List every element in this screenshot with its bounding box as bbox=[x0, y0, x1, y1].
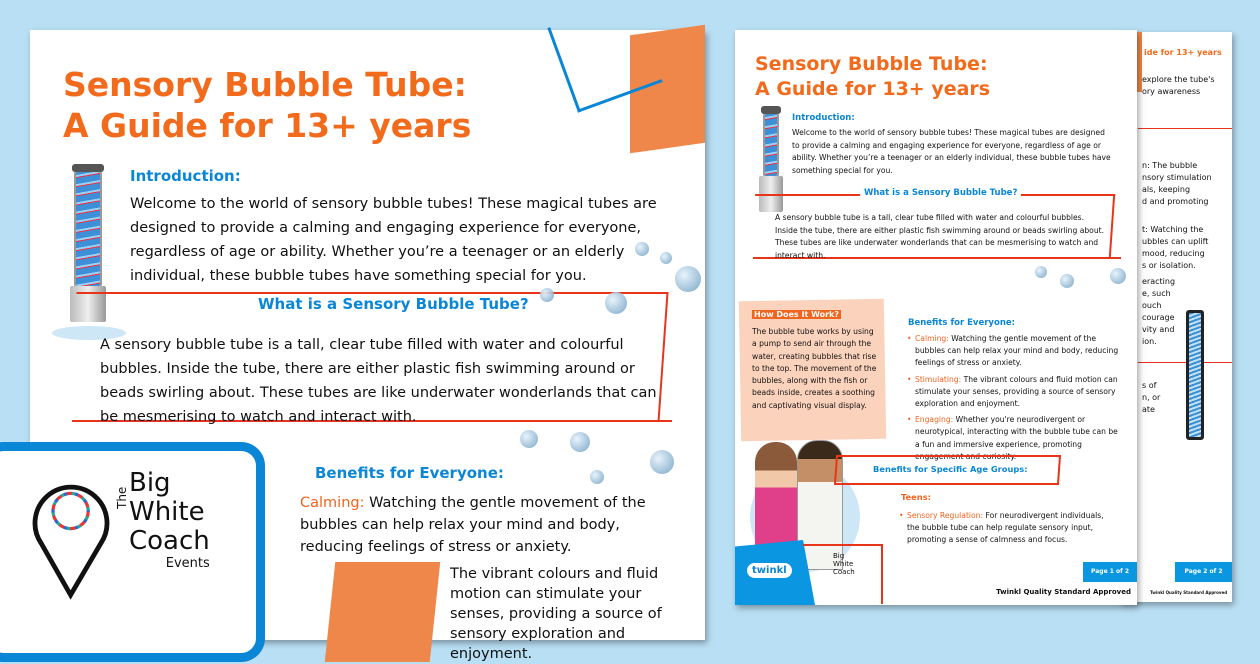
back-text-1 bbox=[1142, 74, 1215, 98]
calming-label: Calming: bbox=[300, 495, 365, 511]
benefit-text: The vibrant colours and fluid motion can stimulate your senses, providing a source of sensory exploration and enjoyment. bbox=[915, 374, 1118, 409]
bubble bbox=[590, 470, 604, 484]
title-line-2: A Guide for 13+ years bbox=[63, 106, 472, 146]
bubble bbox=[605, 292, 627, 314]
logo-big: Big bbox=[129, 468, 171, 498]
logo-events: Events bbox=[165, 556, 210, 571]
back-tube-image bbox=[1186, 310, 1204, 440]
teen-text: For neurodivergent individuals, the bubble tube can help regulate sensory input, promoting a sense of calmness and focus. bbox=[907, 511, 1104, 545]
bubble bbox=[1035, 266, 1047, 278]
location-pin-logo-icon bbox=[29, 465, 113, 605]
back-line: eracting bbox=[1142, 277, 1176, 286]
back-line: ouch bbox=[1142, 301, 1162, 310]
back-rule bbox=[1138, 128, 1232, 129]
bubble bbox=[1060, 274, 1074, 288]
back-line: nsory stimulation bbox=[1142, 173, 1212, 182]
how-text: The bubble tube works by using a pump to send air through the water, creating bubbles that rise to the top. The movement of the bubbles, along with the fish or beads inside, creates a soothing and captivating visual display. bbox=[752, 327, 877, 410]
back-line: s of bbox=[1142, 381, 1157, 390]
bubble bbox=[520, 430, 538, 448]
back-line: mood, reducing bbox=[1142, 249, 1205, 258]
title-line-2: A Guide for 13+ years bbox=[755, 78, 991, 100]
bubble-tube-image bbox=[74, 170, 102, 288]
intro-heading: Introduction: bbox=[792, 113, 855, 123]
intro-heading: Introduction: bbox=[130, 167, 241, 185]
title-line-1: Sensory Bubble Tube: bbox=[63, 65, 467, 104]
benefits-heading: Benefits for Everyone: bbox=[908, 318, 1016, 328]
benefit-stimulating bbox=[907, 374, 1119, 411]
bubble bbox=[570, 432, 590, 452]
benefit-calming bbox=[907, 333, 1119, 370]
stim-item: The vibrant colours and fluid motion can stimulate your senses, providing a source of sensory exploration and enjoyment. bbox=[450, 566, 662, 662]
back-line: n: The bubble bbox=[1142, 161, 1198, 170]
calming-text: Watching the gentle movement of the bubbles can help relax your mind and body, reducing feelings of stress or anxiety. bbox=[300, 495, 646, 555]
back-line: s or isolation. bbox=[1142, 261, 1196, 270]
bubble bbox=[540, 288, 554, 302]
logo-white: White bbox=[129, 497, 205, 527]
back-line: t: Watching the bbox=[1142, 225, 1204, 234]
back-text-5 bbox=[1142, 380, 1160, 416]
bubble-tube-image bbox=[763, 112, 779, 178]
back-title-fragment: ide for 13+ years bbox=[1144, 48, 1222, 57]
how-heading: How Does It Work? bbox=[754, 310, 840, 319]
small-logo bbox=[833, 552, 855, 576]
what-heading: What is a Sensory Bubble Tube? bbox=[252, 295, 535, 313]
back-text-4 bbox=[1142, 276, 1175, 348]
back-line: vity and bbox=[1142, 325, 1175, 334]
logo-coach: Coach bbox=[129, 526, 210, 556]
logo-card bbox=[0, 442, 265, 662]
back-line: explore the tube's bbox=[1142, 75, 1215, 84]
benefit-label: Stimulating: bbox=[915, 374, 962, 384]
what-text: A sensory bubble tube is a tall, clear tube filled with water and colourful bubbles. Inside the tube, there are either plastic fish swimming around or beads swirling about. These tubes are like underwater wonderlands that can be mesmerising to watch and interact with. bbox=[775, 213, 1105, 260]
back-line: n, or bbox=[1142, 393, 1161, 402]
footer: Twinkl Quality Standard Approved bbox=[996, 588, 1131, 596]
back-line: ubbles can uplift bbox=[1142, 237, 1209, 246]
teens-heading: Teens: bbox=[901, 492, 931, 502]
page-label: Page 1 of 2 bbox=[1083, 562, 1137, 582]
benefits-heading: Benefits for Everyone: bbox=[315, 464, 504, 482]
orange-bottom-shape bbox=[325, 562, 441, 662]
back-text-2 bbox=[1142, 160, 1212, 208]
teen-label: Sensory Regulation: bbox=[907, 511, 984, 520]
what-heading: What is a Sensory Bubble Tube? bbox=[860, 188, 1021, 198]
back-line: ion. bbox=[1142, 337, 1157, 346]
logo-the: The bbox=[115, 486, 129, 509]
calming-item bbox=[300, 492, 680, 558]
back-page-label: Page 2 of 2 bbox=[1175, 562, 1232, 582]
intro-text: Welcome to the world of sensory bubble tubes! These magical tubes are designed to provide a calming and engaging experience for everyone, regardless of age or ability. Whether you’re a teenager or an elderly individual, these bubble tubes have something special for you. bbox=[792, 128, 1111, 175]
small-logo-coach: Coach bbox=[833, 568, 855, 576]
intro-text: Welcome to the world of sensory bubble tubes! These magical tubes are designed to provide a calming and engaging experience for everyone, regardless of age or ability. Whether you’re a teenager or an elderly individual, these bubble tubes have something special for you. bbox=[130, 196, 657, 284]
back-line: ory awareness bbox=[1142, 87, 1201, 96]
twinkl-logo: twinkl bbox=[747, 563, 792, 578]
right-page bbox=[735, 30, 1137, 605]
benefit-label: Engaging: bbox=[915, 415, 954, 425]
benefit-text: Watching the gentle movement of the bubbles can help relax your mind and body, reducing feelings of stress or anxiety. bbox=[915, 334, 1119, 368]
logo-wordmark bbox=[129, 469, 210, 572]
back-line: als, keeping bbox=[1142, 185, 1191, 194]
small-logo-white: White bbox=[833, 560, 854, 568]
bubble bbox=[1110, 268, 1126, 284]
left-title bbox=[63, 64, 471, 147]
small-logo-big: Big bbox=[833, 552, 845, 560]
bubble bbox=[650, 450, 674, 474]
benefit-text: Whether you're neurodivergent or neurotypical, interacting with the bubble tube can be a fun and immersive experience, promoting engagement and curiosity. bbox=[915, 415, 1118, 461]
back-line: courage bbox=[1142, 313, 1175, 322]
right-title bbox=[755, 52, 990, 102]
title-line-1: Sensory Bubble Tube: bbox=[755, 53, 988, 75]
back-line: ate bbox=[1142, 405, 1155, 414]
back-footer: Twinkl Quality Standard Approved bbox=[1150, 590, 1228, 595]
back-text-3 bbox=[1142, 224, 1208, 272]
what-text: A sensory bubble tube is a tall, clear tube filled with water and colourful bubbles. Inside the tube, there are either plastic fish swimming around or beads swirling about. These tubes are like underwater wonderlands that can be mesmerising to watch and interact with. bbox=[100, 337, 657, 425]
back-rule bbox=[1138, 362, 1232, 363]
benefit-label: Calming: bbox=[915, 334, 949, 343]
teen-item bbox=[899, 510, 1109, 547]
back-line: e, such bbox=[1142, 289, 1171, 298]
back-line: d and promoting bbox=[1142, 197, 1209, 206]
benefits-list bbox=[907, 333, 1119, 463]
age-heading: Benefits for Specific Age Groups: bbox=[873, 464, 1028, 474]
